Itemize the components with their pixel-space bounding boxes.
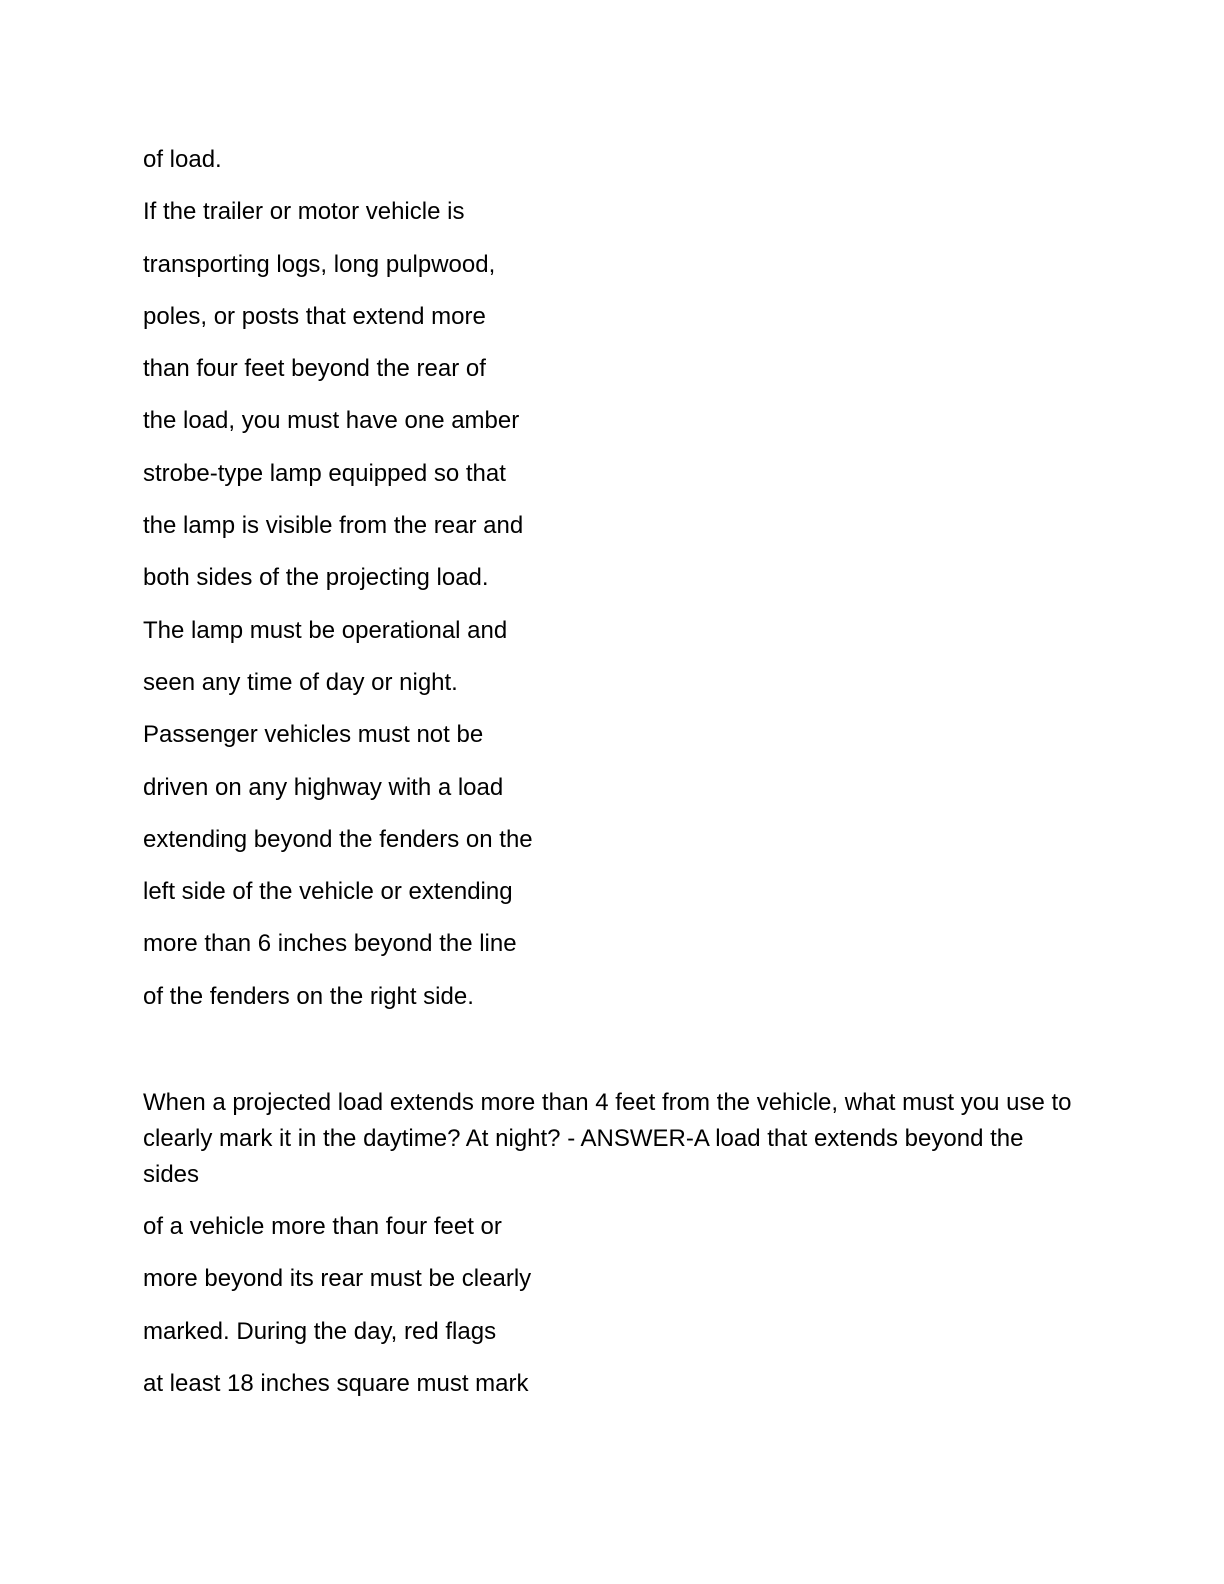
text-line: extending beyond the fenders on the	[143, 825, 533, 853]
text-line: more beyond its rear must be clearly	[143, 1265, 532, 1293]
text-line: If the trailer or motor vehicle is	[143, 198, 465, 226]
paragraph-block-2	[143, 1209, 1083, 1418]
text-line: left side of the vehicle or extending	[143, 878, 513, 906]
question-paragraph: When a projected load extends more than 4 feet from the vehicle, what must you use to clearly mark it in the daytime? At night? - ANSWER-A load that extends beyond the sides	[143, 1089, 1072, 1188]
paragraph-block-1	[143, 142, 1083, 1031]
text-line: marked. During the day, red flags	[143, 1317, 497, 1345]
text-line: driven on any highway with a load	[143, 773, 504, 801]
text-line: of a vehicle more than four feet or	[143, 1213, 502, 1240]
text-line: of load.	[143, 146, 222, 173]
text-line: both sides of the projecting load.	[143, 564, 489, 592]
text-line: The lamp must be operational and	[143, 616, 508, 644]
text-line: seen any time of day or night.	[143, 668, 458, 696]
text-line: Passenger vehicles must not be	[143, 721, 484, 749]
text-line: the lamp is visible from the rear and	[143, 512, 524, 540]
text-line: more than 6 inches beyond the line	[143, 930, 517, 958]
text-line: transporting logs, long pulpwood,	[143, 250, 496, 278]
text-line: of the fenders on the right side.	[143, 982, 474, 1010]
text-line: at least 18 inches square must mark	[143, 1369, 529, 1397]
text-line: strobe-type lamp equipped so that	[143, 459, 506, 487]
text-line: than four feet beyond the rear of	[143, 355, 486, 383]
text-line: the load, you must have one amber	[143, 407, 520, 435]
text-line: poles, or posts that extend more	[143, 302, 486, 330]
